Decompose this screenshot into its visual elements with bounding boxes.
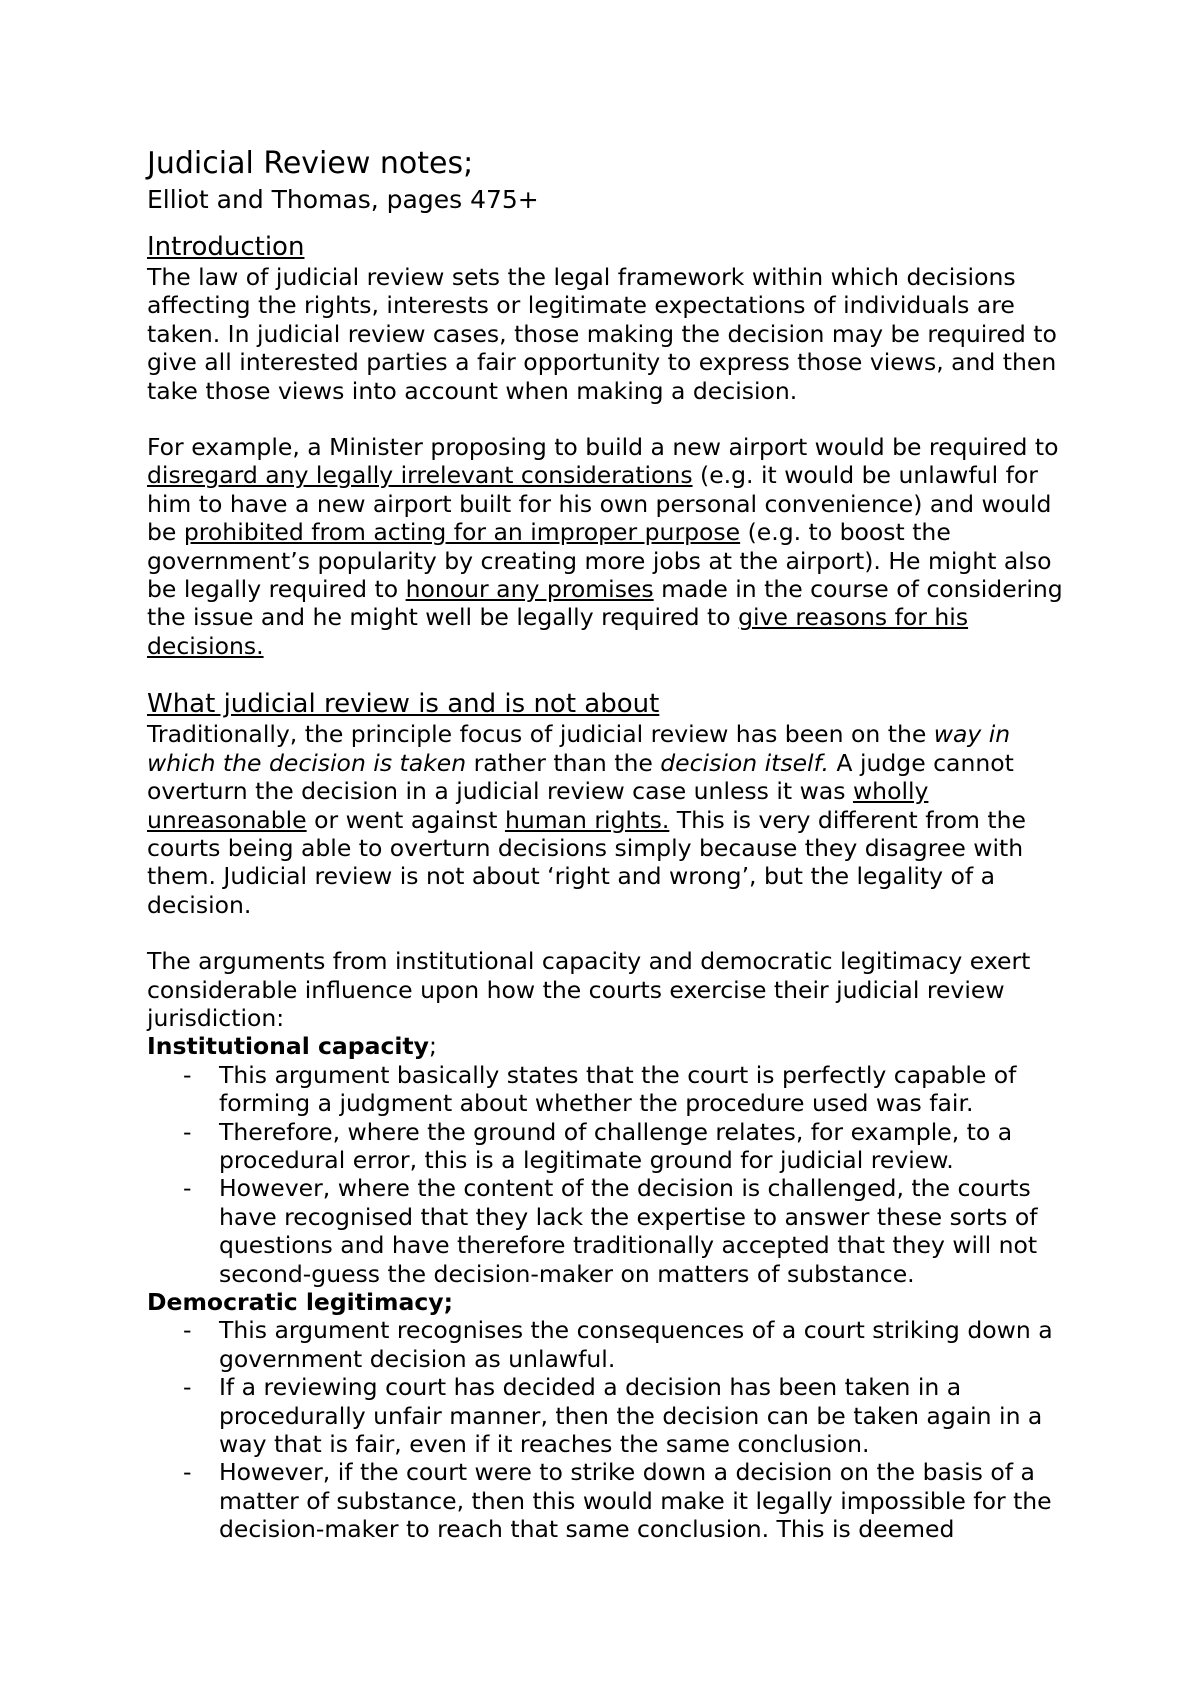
dash-bullet: - xyxy=(183,1060,192,1089)
underlined-phrase-irrelevant-considerations: disregard any legally irrelevant considerations xyxy=(147,461,693,490)
list-item xyxy=(147,1061,1072,1118)
document-title: Judicial Review notes; xyxy=(147,146,474,181)
text-run: (e.g. to boost the government’s popularity by creating more jobs at the airport). He might also be legally required to xyxy=(147,518,1052,604)
dash-bullet: - xyxy=(183,1316,192,1345)
underlined-phrase-human-rights: human rights. xyxy=(504,805,670,834)
democratic-legitimacy-list xyxy=(147,1316,1072,1543)
list-item xyxy=(147,1373,1072,1458)
section-heading-what-judicial-review-is: What judicial review is and is not about xyxy=(147,689,660,720)
what-paragraph-1 xyxy=(147,720,1072,919)
list-item-text: This argument recognises the consequences of a court striking down a government decision as unlawful. xyxy=(219,1316,1053,1373)
paragraph-gap xyxy=(147,405,1072,433)
text-run: This is very different from the courts being able to overturn decisions simply because they disagree with them. Judicial review is not about ‘right and wrong’, but the legality of a decision. xyxy=(147,805,1026,919)
label-suffix: ; xyxy=(428,1032,437,1061)
list-item xyxy=(147,1118,1072,1175)
paragraph-gap xyxy=(147,660,1072,688)
list-item-text: Therefore, where the ground of challenge relates, for example, to a procedural error, this is a legitimate ground for judicial review. xyxy=(219,1117,1013,1174)
list-item xyxy=(147,1316,1072,1373)
text-run: or went against xyxy=(306,805,505,834)
bold-label: Institutional capacity xyxy=(147,1032,429,1061)
intro-paragraph-1: The law of judicial review sets the legal framework within which decisions affecting the rights, interests or legitimate expectations of individuals are taken. In judicial review cases, those making the decision may be required to give all interested parties a fair opportunity to express those views, and then take those views into account when making a decision. xyxy=(147,263,1057,405)
section-heading-introduction: Introduction xyxy=(147,232,305,262)
text-run: made in the course of considering the issue and he might well be legally required to xyxy=(147,575,1063,632)
italic-phrase-decision-itself: decision itself. xyxy=(660,748,829,777)
list-item-text: If a reviewing court has decided a decision has been taken in a procedurally unfair manner, then the decision can be taken again in a way that is fair, even if it reaches the same conclusion. xyxy=(219,1373,1043,1459)
institutional-capacity-list xyxy=(147,1061,1072,1288)
text-run: For example, a Minister proposing to build a new airport would be required to xyxy=(147,433,1059,462)
paragraph-gap xyxy=(147,919,1072,947)
underlined-phrase-wholly-unreasonable: wholly unreasonable xyxy=(147,777,929,834)
list-item xyxy=(147,1458,1072,1543)
text-run: (e.g. it would be unlawful for him to have a new airport built for his own personal convenience) and would be xyxy=(147,461,1052,547)
subheading-democratic-legitimacy: Democratic legitimacy; xyxy=(147,1288,454,1316)
text-run: Traditionally, the principle focus of judicial review has been on the xyxy=(147,720,934,749)
list-item-text: However, if the court were to strike down a decision on the basis of a matter of substance, then this would make it legally impossible for the decision-maker to reach that same conclusion. This is deemed xyxy=(219,1458,1052,1544)
what-paragraph-2: The arguments from institutional capacity and democratic legitimacy exert considerable influence upon how the courts exercise their judicial review jurisdiction: xyxy=(147,947,1031,1032)
list-item-text: This argument basically states that the court is perfectly capable of forming a judgment about whether the procedure used was fair. xyxy=(219,1060,1017,1118)
underlined-phrase-improper-purpose: prohibited from acting for an improper purpose xyxy=(183,518,741,547)
list-item xyxy=(147,1174,1072,1288)
text-run: A judge cannot overturn the decision in a judicial review case unless it was xyxy=(147,748,1014,806)
dash-bullet: - xyxy=(183,1174,192,1203)
document-page xyxy=(147,145,1072,1544)
dash-bullet: - xyxy=(183,1373,192,1402)
dash-bullet: - xyxy=(183,1117,192,1146)
underlined-phrase-give-reasons: give reasons for his decisions. xyxy=(147,603,969,660)
underlined-phrase-honour-promises: honour any promises xyxy=(405,575,654,604)
dash-bullet: - xyxy=(183,1458,192,1487)
list-item-text: However, where the content of the decision is challenged, the courts have recognised that they lack the expertise to answer these sorts of questions and have therefore traditionally accepted that they will not second-guess the decision-maker on matters of substance. xyxy=(219,1174,1038,1288)
subheading-institutional-capacity xyxy=(147,1032,1072,1060)
intro-paragraph-2 xyxy=(147,433,1072,660)
italic-phrase-way-decision-taken: way in which the decision is taken xyxy=(147,720,1011,777)
document-subtitle: Elliot and Thomas, pages 475+ xyxy=(147,185,539,214)
text-run: rather than the xyxy=(466,748,661,777)
